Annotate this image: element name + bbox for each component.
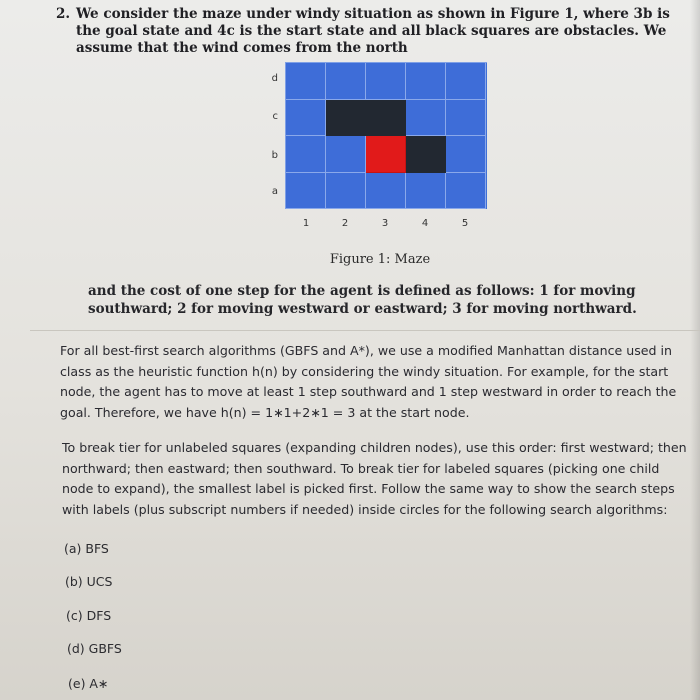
maze-cell-4a — [406, 173, 446, 210]
col-label-2: 2 — [341, 218, 349, 229]
option-gbfs: (d) GBFS — [67, 641, 122, 656]
maze-cell-4c — [406, 100, 446, 137]
maze-cell-1c — [286, 100, 326, 137]
maze-cell-2c-obstacle — [326, 100, 366, 137]
option-dfs: (c) DFS — [66, 608, 112, 623]
col-label-5: 5 — [461, 218, 469, 229]
maze-cell-5a — [446, 173, 486, 210]
col-label-4: 4 — [421, 218, 429, 229]
maze-cell-5b — [446, 136, 486, 173]
row-label-a: a — [271, 186, 278, 197]
heuristic-paragraph: For all best-first search algorithms (GBFS and A*), we use a modified Manhattan distance used in class as the heuristic function h(n) by considering the windy situation. For example, for the start node, the agent has to move at least 1 step southward and 1 step westward in order to reach the goal. Therefore, we have h(n) = 1∗1+2∗1 = 3 at the start node. — [60, 343, 677, 420]
maze-cell-1b — [286, 136, 326, 173]
page-divider — [30, 330, 700, 331]
maze-cell-1a — [286, 173, 326, 210]
maze-cell-4b-obstacle — [406, 136, 446, 173]
question-number: 2. — [56, 6, 71, 22]
row-label-c: c — [272, 111, 278, 122]
maze-cell-3b-goal — [366, 136, 406, 173]
maze-cell-3d — [366, 63, 406, 100]
maze-cell-5c — [446, 100, 486, 137]
tiebreak-paragraph: To break tier for unlabeled squares (expanding children nodes), use this order: first westward; then northward; then eastward; then southward. To break tier for labeled squares (picking one child node to expand), the smallest label is picked first. Follow the same way to show the search steps with labels (plus subscript numbers if needed) inside circles for the following search algorithms: — [62, 440, 687, 517]
col-label-3: 3 — [381, 218, 389, 229]
row-label-b: b — [271, 150, 278, 161]
option-astar: (e) A∗ — [68, 676, 109, 691]
maze-cell-2a — [326, 173, 366, 210]
option-bfs: (a) BFS — [64, 541, 109, 556]
maze-cell-2b — [326, 136, 366, 173]
maze-cell-3a — [366, 173, 406, 210]
col-label-1: 1 — [302, 218, 310, 229]
maze-cell-1d — [286, 63, 326, 100]
question-text: We consider the maze under windy situation as shown in Figure 1, where 3b is the goal state and 4c is the start state and all black squares are obstacles. We assume that the wind comes from the north — [76, 6, 670, 56]
figure-caption: Figure 1: Maze — [329, 252, 431, 267]
maze-grid — [285, 62, 487, 209]
maze-cell-3c-obstacle — [366, 100, 406, 137]
maze-cell-5d — [446, 63, 486, 100]
option-ucs: (b) UCS — [65, 574, 113, 589]
maze-cell-2d — [326, 63, 366, 100]
cost-paragraph: and the cost of one step for the agent is defined as follows: 1 for moving southward; 2 for moving westward or eastward; 3 for moving northward. — [88, 283, 637, 317]
maze-cell-4d — [406, 63, 446, 100]
row-label-d: d — [271, 73, 278, 84]
